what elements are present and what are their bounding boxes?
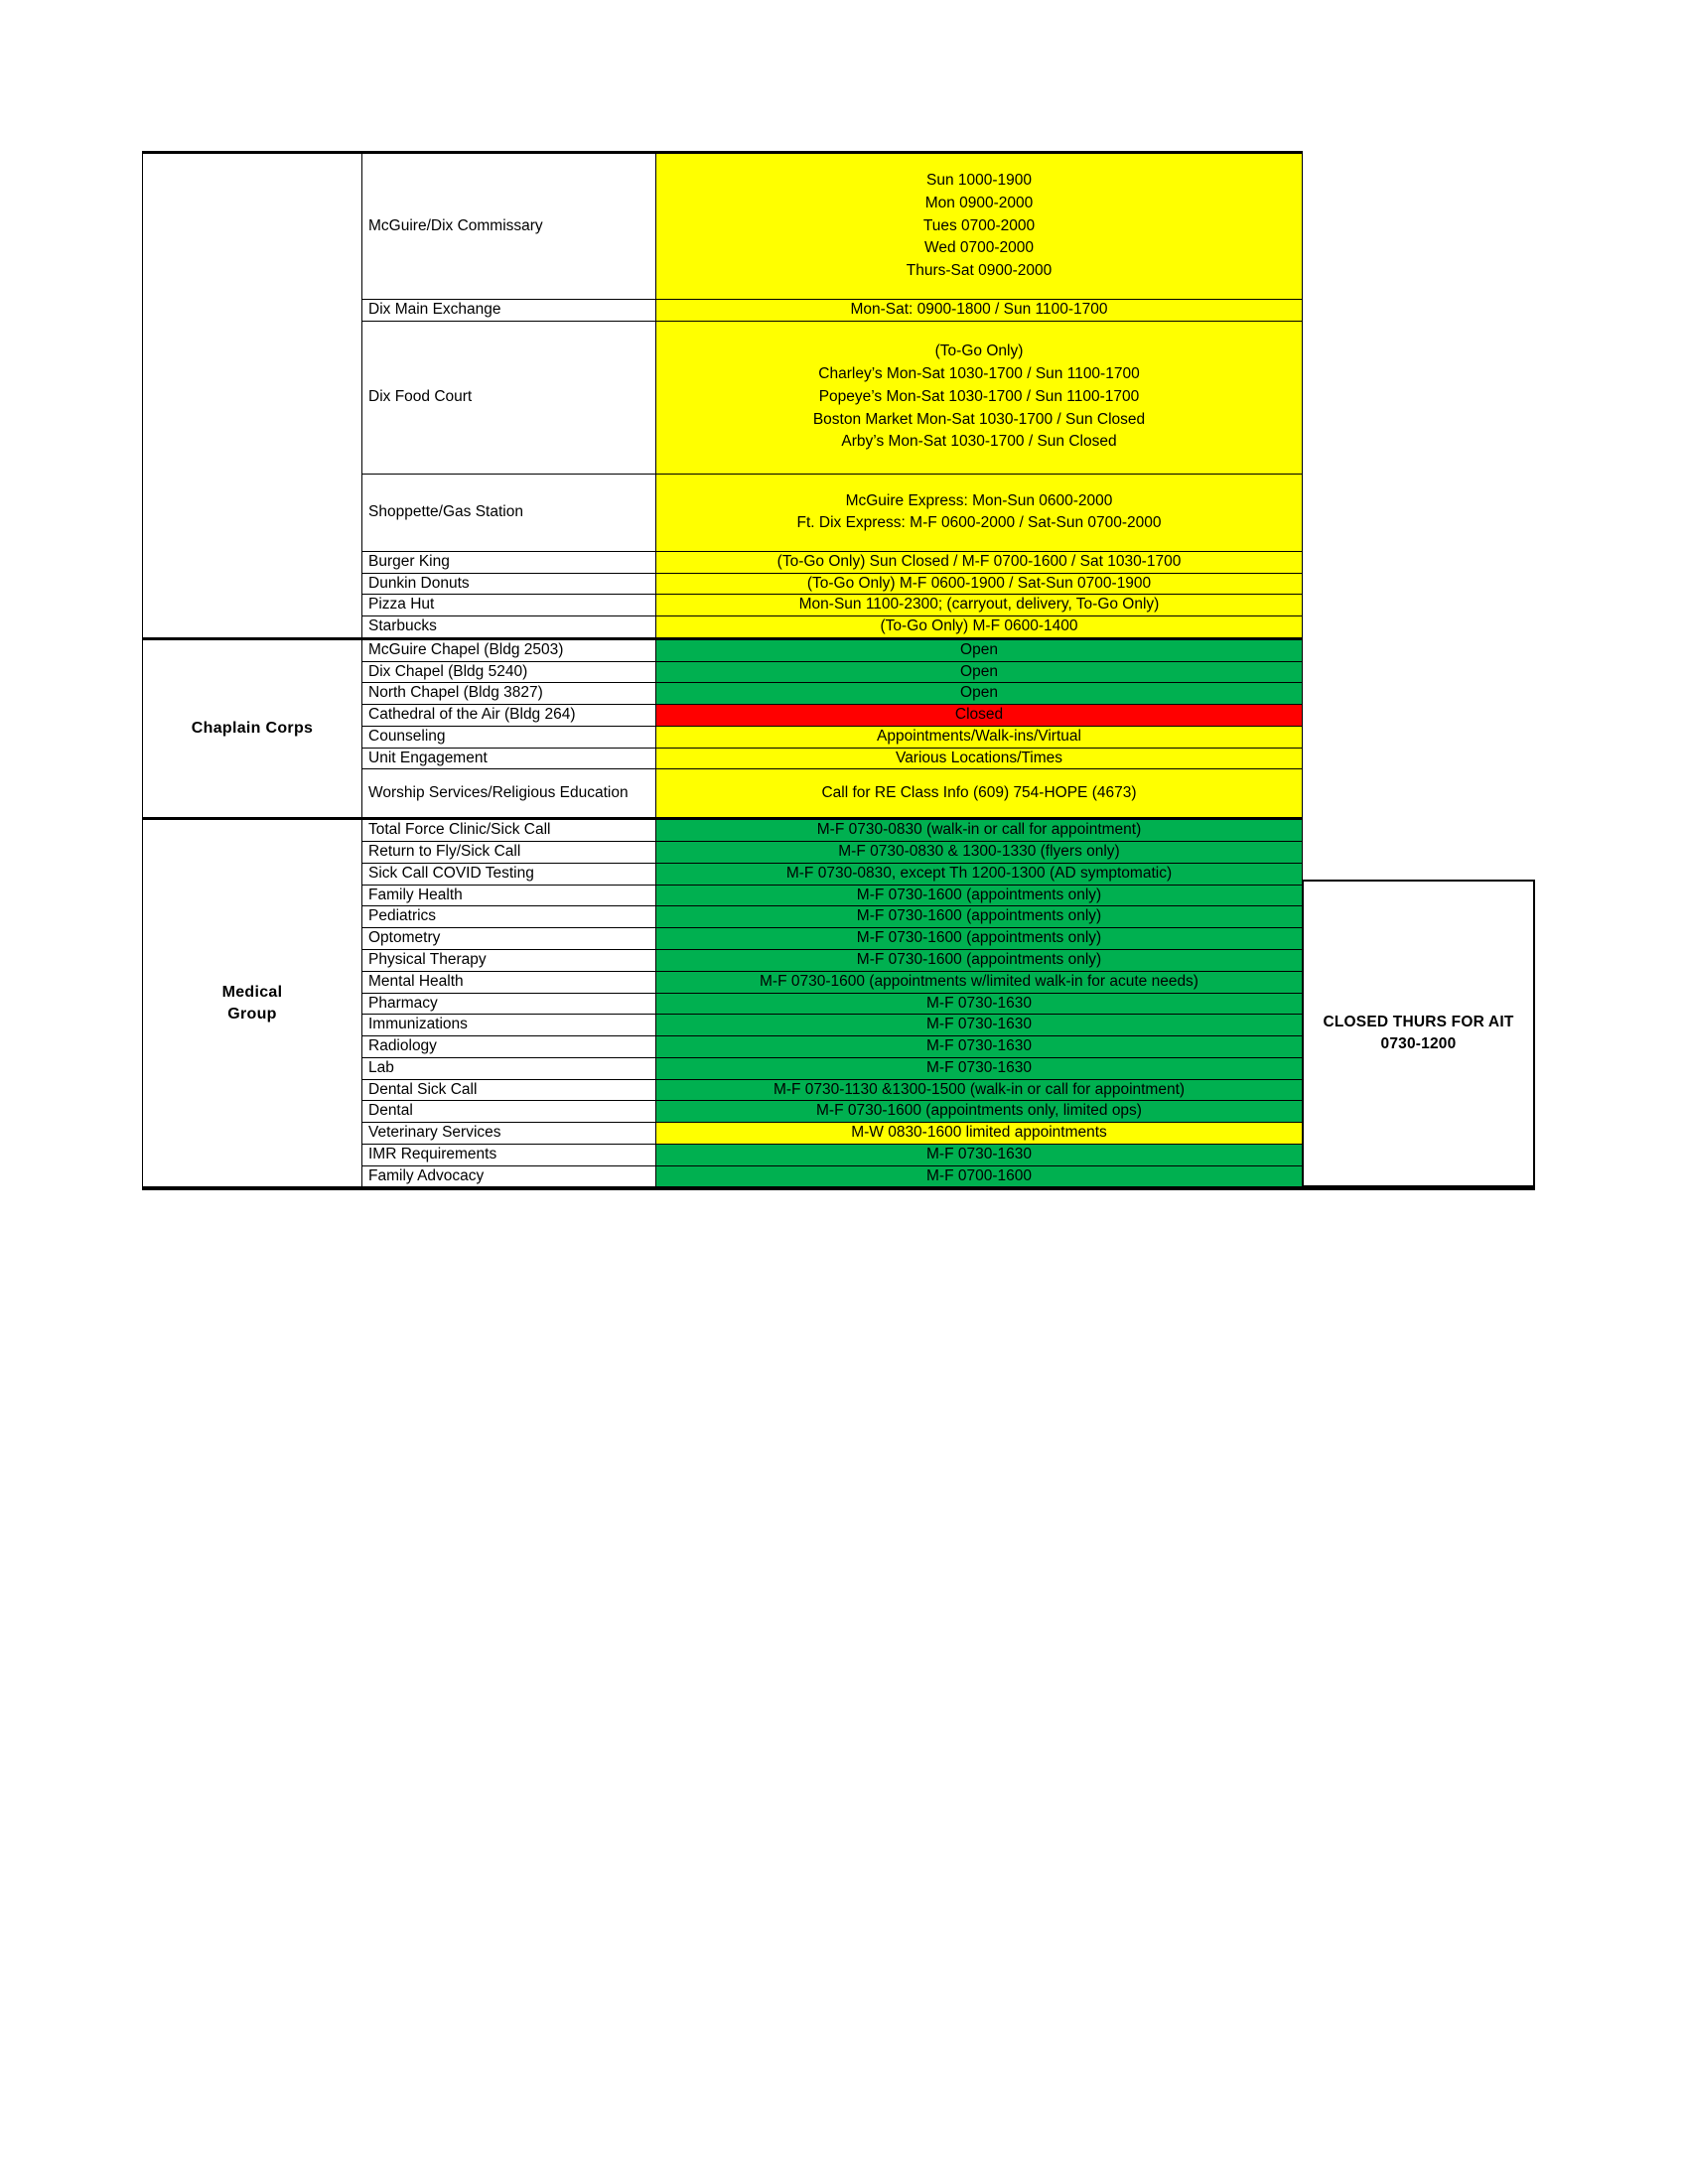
status-line: Various Locations/Times [896, 749, 1062, 766]
status-line: (To-Go Only) [934, 342, 1024, 360]
status-line: M-F 0730-1630 [926, 1058, 1032, 1076]
service-name-cell: Sick Call COVID Testing [362, 863, 656, 885]
service-name-cell: Pediatrics [362, 906, 656, 928]
group-label-line: Medical [221, 984, 283, 1002]
status-line: Closed [954, 706, 1004, 724]
service-status-cell [656, 1079, 1303, 1101]
service-name-cell: Radiology [362, 1036, 656, 1058]
service-name-cell: Worship Services/Religious Education [362, 769, 656, 819]
service-status-cell [656, 616, 1303, 639]
status-line: Call for RE Class Info (609) 754-HOPE (4673) [821, 784, 1137, 802]
status-line: Mon-Sat: 0900-1800 / Sun 1100-1700 [850, 301, 1108, 318]
table-outer-bottom-border [142, 1187, 1535, 1190]
group-label-services-unlabeled [143, 153, 362, 639]
status-line: M-F 0730-1630 [926, 1016, 1032, 1033]
service-status-cell [656, 1101, 1303, 1123]
status-line: M-F 0730-1630 [926, 1145, 1032, 1162]
service-status-cell [656, 1036, 1303, 1058]
service-status-cell [656, 551, 1303, 573]
service-status-cell [656, 1057, 1303, 1079]
service-name-cell: Optometry [362, 928, 656, 950]
service-name-cell: Physical Therapy [362, 950, 656, 972]
service-status-cell [656, 153, 1303, 300]
service-status-cell [656, 321, 1303, 474]
service-name-cell: Shoppette/Gas Station [362, 474, 656, 551]
service-name-cell: IMR Requirements [362, 1144, 656, 1165]
status-line: (To-Go Only) M-F 0600-1400 [880, 617, 1078, 635]
status-line: M-F 0700-1600 [926, 1166, 1032, 1184]
service-status-cell [656, 705, 1303, 727]
service-name-cell: McGuire/Dix Commissary [362, 153, 656, 300]
status-line: (To-Go Only) M-F 0600-1900 / Sat-Sun 0700-1900 [806, 574, 1152, 592]
service-name-cell: Mental Health [362, 971, 656, 993]
service-name-cell: Veterinary Services [362, 1123, 656, 1145]
service-name-cell: Dental [362, 1101, 656, 1123]
service-name-cell: Family Health [362, 885, 656, 906]
status-line: M-F 0730-1130 &1300-1500 (walk-in or call for appointment) [773, 1080, 1186, 1098]
service-status-cell [656, 842, 1303, 864]
service-status-cell [656, 1144, 1303, 1165]
service-status-cell [656, 683, 1303, 705]
status-line: Sun 1000-1900 [925, 172, 1032, 190]
service-status-cell [656, 906, 1303, 928]
service-name-cell: McGuire Chapel (Bldg 2503) [362, 638, 656, 661]
service-name-cell: Starbucks [362, 616, 656, 639]
service-name-cell: Immunizations [362, 1015, 656, 1036]
status-line: (To-Go Only) Sun Closed / M-F 0700-1600 / Sat 1030-1700 [776, 552, 1182, 570]
status-line: M-F 0730-1600 (appointments only, limited ops) [816, 1102, 1142, 1120]
status-line: McGuire Express: Mon-Sun 0600-2000 [845, 491, 1113, 509]
status-line: Open [960, 662, 998, 680]
service-status-cell [656, 863, 1303, 885]
service-status-cell [656, 726, 1303, 748]
status-line: M-F 0730-1630 [926, 994, 1032, 1012]
status-line: Wed 0700-2000 [923, 239, 1035, 257]
services-status-table [142, 151, 1303, 1187]
service-status-cell [656, 885, 1303, 906]
service-name-cell: Dental Sick Call [362, 1079, 656, 1101]
service-name-cell: Dix Main Exchange [362, 300, 656, 322]
service-name-cell: Family Advocacy [362, 1165, 656, 1187]
service-name-cell: Counseling [362, 726, 656, 748]
service-name-cell: Return to Fly/Sick Call [362, 842, 656, 864]
status-line: M-F 0730-0830 (walk-in or call for appointment) [816, 821, 1142, 839]
service-status-cell [656, 573, 1303, 595]
service-status-cell [656, 638, 1303, 661]
table-row [143, 638, 1303, 661]
status-line: M-F 0730-1600 (appointments only) [856, 951, 1102, 969]
status-line: Tues 0700-2000 [922, 216, 1036, 234]
service-status-cell [656, 1015, 1303, 1036]
service-status-cell [656, 993, 1303, 1015]
table-row [143, 819, 1303, 842]
status-line: Boston Market Mon-Sat 1030-1700 / Sun Closed [812, 410, 1146, 428]
status-line: M-F 0730-1600 (appointments only) [856, 907, 1102, 925]
service-status-cell [656, 819, 1303, 842]
service-name-cell: Dunkin Donuts [362, 573, 656, 595]
service-name-cell: Burger King [362, 551, 656, 573]
status-line: M-F 0730-0830 & 1300-1330 (flyers only) [838, 843, 1120, 861]
medical-group-note-box [1302, 880, 1535, 1187]
service-status-cell [656, 950, 1303, 972]
status-line: Charley’s Mon-Sat 1030-1700 / Sun 1100-1700 [818, 365, 1140, 383]
status-line: Mon 0900-2000 [924, 194, 1034, 211]
status-line: Popeye’s Mon-Sat 1030-1700 / Sun 1100-1700 [818, 387, 1140, 405]
status-line: Open [960, 684, 998, 702]
service-name-cell: Pizza Hut [362, 595, 656, 616]
service-status-cell [656, 661, 1303, 683]
service-status-cell [656, 769, 1303, 819]
service-name-cell: Dix Food Court [362, 321, 656, 474]
note-line: 0730-1200 [1380, 1035, 1457, 1053]
service-name-cell: Unit Engagement [362, 748, 656, 769]
service-status-cell [656, 474, 1303, 551]
status-line: Open [960, 640, 998, 658]
service-name-cell: Total Force Clinic/Sick Call [362, 819, 656, 842]
service-status-cell [656, 748, 1303, 769]
table-row [143, 153, 1303, 300]
group-label-medical-group [143, 819, 362, 1187]
status-line: M-F 0730-1600 (appointments only) [856, 886, 1102, 903]
service-name-cell: North Chapel (Bldg 3827) [362, 683, 656, 705]
service-status-cell [656, 971, 1303, 993]
status-line: M-F 0730-1600 (appointments w/limited walk-in for acute needs) [760, 972, 1198, 990]
service-status-cell [656, 1165, 1303, 1187]
status-line: M-F 0730-1630 [926, 1037, 1032, 1055]
service-status-cell [656, 595, 1303, 616]
service-name-cell: Pharmacy [362, 993, 656, 1015]
service-name-cell: Dix Chapel (Bldg 5240) [362, 661, 656, 683]
status-line: Arby’s Mon-Sat 1030-1700 / Sun Closed [841, 433, 1117, 451]
service-status-cell [656, 928, 1303, 950]
service-name-cell: Cathedral of the Air (Bldg 264) [362, 705, 656, 727]
status-line: Appointments/Walk-ins/Virtual [877, 727, 1081, 745]
group-label-line: Group [227, 1005, 277, 1023]
status-line: Mon-Sun 1100-2300; (carryout, delivery, To-Go Only) [798, 596, 1160, 614]
service-status-cell [656, 300, 1303, 322]
note-line: CLOSED THURS FOR AIT [1323, 1013, 1514, 1030]
group-label-line: Chaplain Corps [191, 720, 314, 738]
medical-group-note-text [1323, 1012, 1513, 1056]
service-name-cell: Lab [362, 1057, 656, 1079]
status-line: Ft. Dix Express: M-F 0600-2000 / Sat-Sun 0700-2000 [796, 514, 1162, 532]
service-status-cell [656, 1123, 1303, 1145]
status-line: M-F 0730-0830, except Th 1200-1300 (AD symptomatic) [785, 864, 1173, 882]
status-line: Thurs-Sat 0900-2000 [906, 262, 1053, 280]
status-line: M-W 0830-1600 limited appointments [851, 1124, 1107, 1142]
status-line: M-F 0730-1600 (appointments only) [856, 929, 1102, 947]
group-label-chaplain-corps [143, 638, 362, 819]
services-table-body [143, 153, 1303, 1187]
